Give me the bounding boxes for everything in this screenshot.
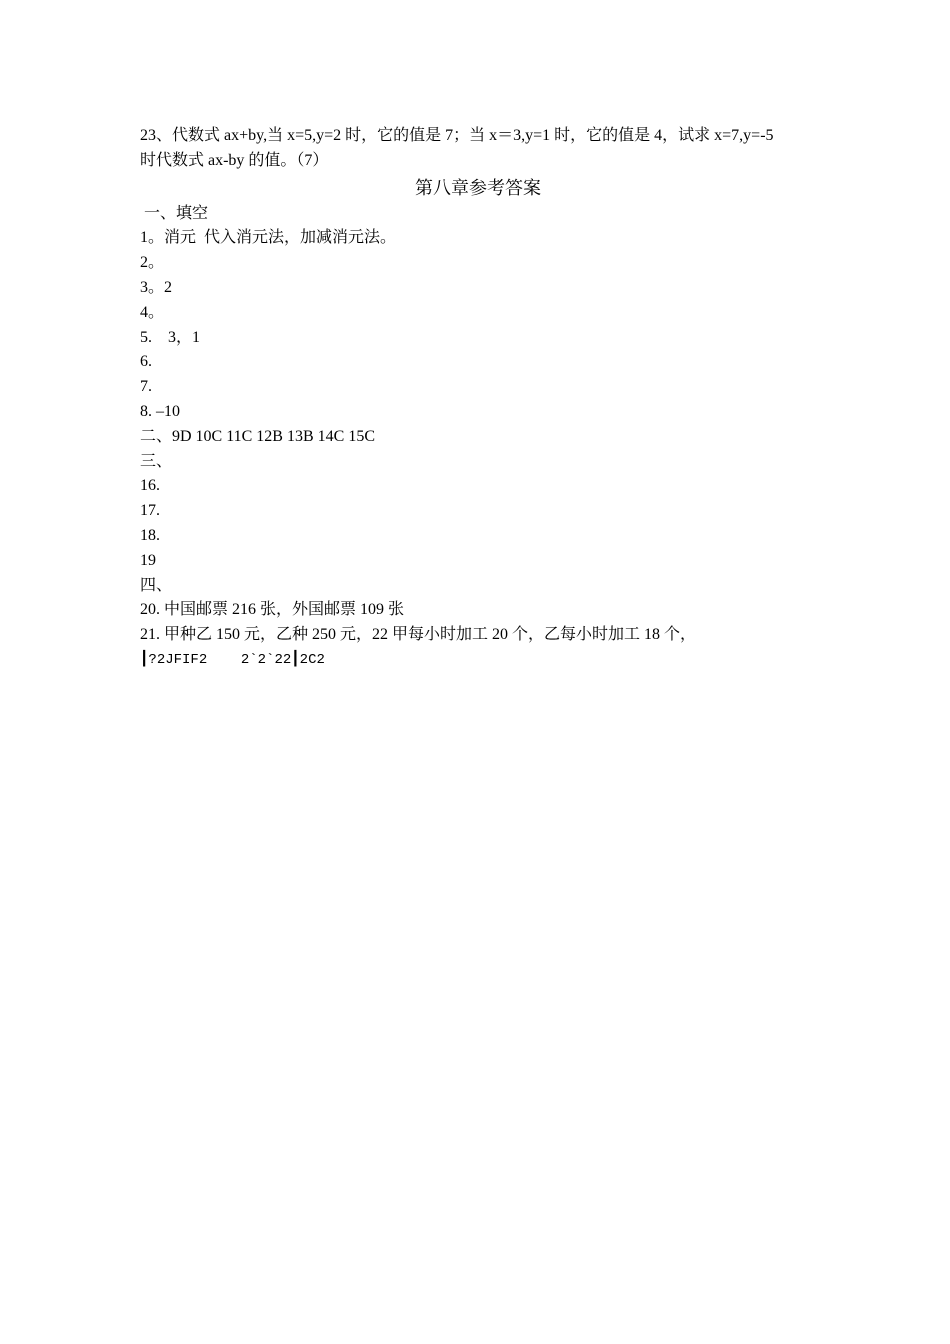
- problem-23-line-2: 时代数式 ax-by 的值。（7）: [140, 151, 329, 169]
- problem-23-line-1: 23、代数式 ax+by,当 x=5,y=2 时，它的值是 7；当 x＝3,y=1 时，它的值是 4，试求 x=7,y=-5: [140, 127, 774, 144]
- answer-line: 一、填空: [140, 204, 209, 222]
- answer-line: 三、: [140, 452, 173, 470]
- answer-line: 16.: [140, 477, 160, 495]
- answer-line: 1。消元 代入消元法，加减消元法。: [140, 229, 397, 247]
- answer-line: 20. 中国邮票 216 张，外国邮票 109 张: [140, 601, 405, 619]
- answer-line: 2。: [140, 254, 165, 272]
- answer-line: 7.: [140, 378, 152, 396]
- answer-section-heading: 第八章参考答案: [415, 177, 541, 199]
- answer-line: 二、9D 10C 11C 12B 13B 14C 15C: [140, 427, 375, 445]
- answer-line: 6.: [140, 353, 152, 371]
- answer-line: 3。2: [140, 278, 173, 296]
- answer-line: 21. 甲种乙 150 元，乙种 250 元，22 甲每小时加工 20 个，乙每小时加工 18 个，: [140, 626, 697, 644]
- answer-line: 四、: [140, 576, 173, 594]
- answer-line: 4。: [140, 303, 165, 321]
- garbled-text-line: ┃?2JFIF2 2`2`22┃2C2: [140, 651, 325, 668]
- answer-line: 19: [140, 551, 156, 569]
- answer-line: 18.: [140, 526, 160, 544]
- answer-line: 5. 3，1: [140, 328, 201, 346]
- document-content: [140, 124, 816, 673]
- answer-line: 17.: [140, 502, 160, 520]
- answer-line: 8. –10: [140, 402, 180, 420]
